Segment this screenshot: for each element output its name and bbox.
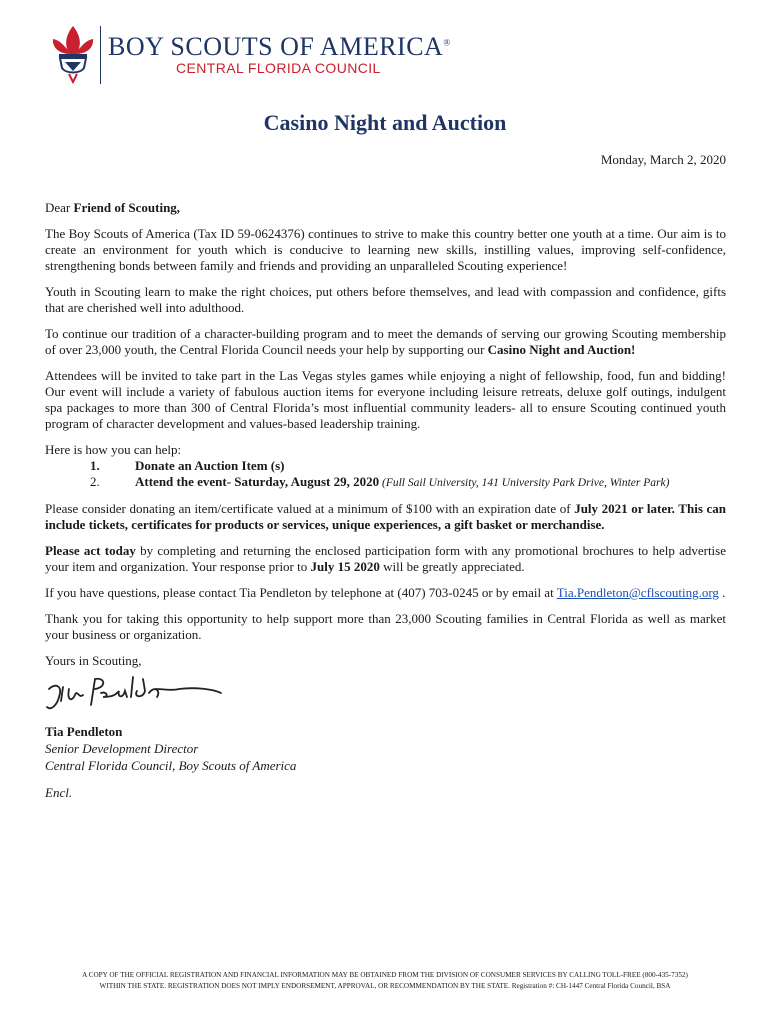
- paragraph-donation: Please consider donating an item/certificate valued at a minimum of $100 with an expiration date of July 2021 or later. This can include tickets, certificates for products or services, unique experiences, a gift basket or merchandise.: [45, 501, 726, 532]
- paragraph-contact: If you have questions, please contact Tia Pendleton by telephone at (407) 703-0245 or by email at Tia.Pendleton@cflscouting.org .: [45, 585, 726, 600]
- council-name: CENTRAL FLORIDA COUNCIL: [176, 60, 381, 76]
- help-intro: Here is how you can help:: [45, 442, 182, 457]
- paragraph-thanks: Thank you for taking this opportunity to help support more than 23,000 Scouting families in Central Florida as well as market your business or organization.: [45, 611, 726, 642]
- paragraph-youth: Youth in Scouting learn to make the right choices, put others before themselves, and lead with compassion and confidence, gifts that are cherished well into adulthood.: [45, 284, 726, 315]
- signer-org: Central Florida Council, Boy Scouts of America: [45, 758, 297, 773]
- logo-divider: [100, 26, 101, 84]
- signature-block: [45, 723, 726, 801]
- signer-name: Tia Pendleton: [45, 724, 123, 739]
- help-item: 1. Donate an Auction Item (s): [90, 458, 285, 473]
- bsa-logo: [50, 24, 450, 88]
- closing: Yours in Scouting,: [45, 653, 142, 668]
- signer-title: Senior Development Director: [45, 741, 199, 756]
- footer-line: A COPY OF THE OFFICIAL REGISTRATION AND FINANCIAL INFORMATION MAY BE OBTAINED FROM THE DIVISION OF CONSUMER SERVICES BY CALLING TOLL-FREE (800-435-7352): [82, 971, 688, 979]
- legal-footer: [20, 970, 750, 992]
- letter-body: [45, 200, 726, 801]
- letter-title: Casino Night and Auction: [263, 110, 507, 135]
- help-item: 2. Attend the event- Saturday, August 29, 2020 (Full Sail University, 141 University Park Drive, Winter Park): [90, 474, 670, 489]
- email-link[interactable]: Tia.Pendleton@cflscouting.org: [556, 585, 719, 600]
- paragraph-mission: The Boy Scouts of America (Tax ID 59-0624376) continues to strive to make this country better one youth at a time. Our aim is to create an environment for youth which is conducive to learning new skills, instilling values, improving self-confidence, strengthening bonds between family and friends and providing an unparalleled Scouting experience!: [45, 226, 726, 273]
- handwritten-signature: [45, 675, 726, 715]
- paragraph-tradition: To continue our tradition of a character-building program and to meet the demands of serving our growing Scouting membership of over 23,000 youth, the Central Florida Council needs your help by supporting our Casino Night and Auction!: [45, 326, 726, 357]
- letter-date: Monday, March 2, 2020: [600, 152, 726, 167]
- footer-line: WITHIN THE STATE. REGISTRATION DOES NOT IMPLY ENDORSEMENT, APPROVAL, OR RECOMMENDATION BY THE STATE. Registration #: CH-1447 Central Florida Council, BSA: [99, 982, 671, 990]
- org-name: BOY SCOUTS OF AMERICA®: [108, 32, 451, 61]
- paragraph-act-today: Please act today by completing and returning the enclosed participation form with any promotional brochures to help advertise your item and organization. Your response prior to July 15 2020 will be greatly appreciated.: [45, 543, 727, 574]
- paragraph-attendees: Attendees will be invited to take part in the Las Vegas styles games while enjoying a night of fellowship, food, fun and bidding! Our event will include a variety of fabulous auction items for everyone including leisure retreats, deluxe golf outings, indulgent spa packages to more than 300 of Central Florida’s most influential community leaders- all to ensure Scouting continued youth program of character development and values-based leadership training.: [45, 368, 726, 431]
- fleur-de-lis-emblem-icon: [50, 24, 96, 84]
- enclosure-note: Encl.: [45, 785, 73, 800]
- help-list: [45, 442, 726, 491]
- salutation: Dear Friend of Scouting,: [45, 200, 181, 215]
